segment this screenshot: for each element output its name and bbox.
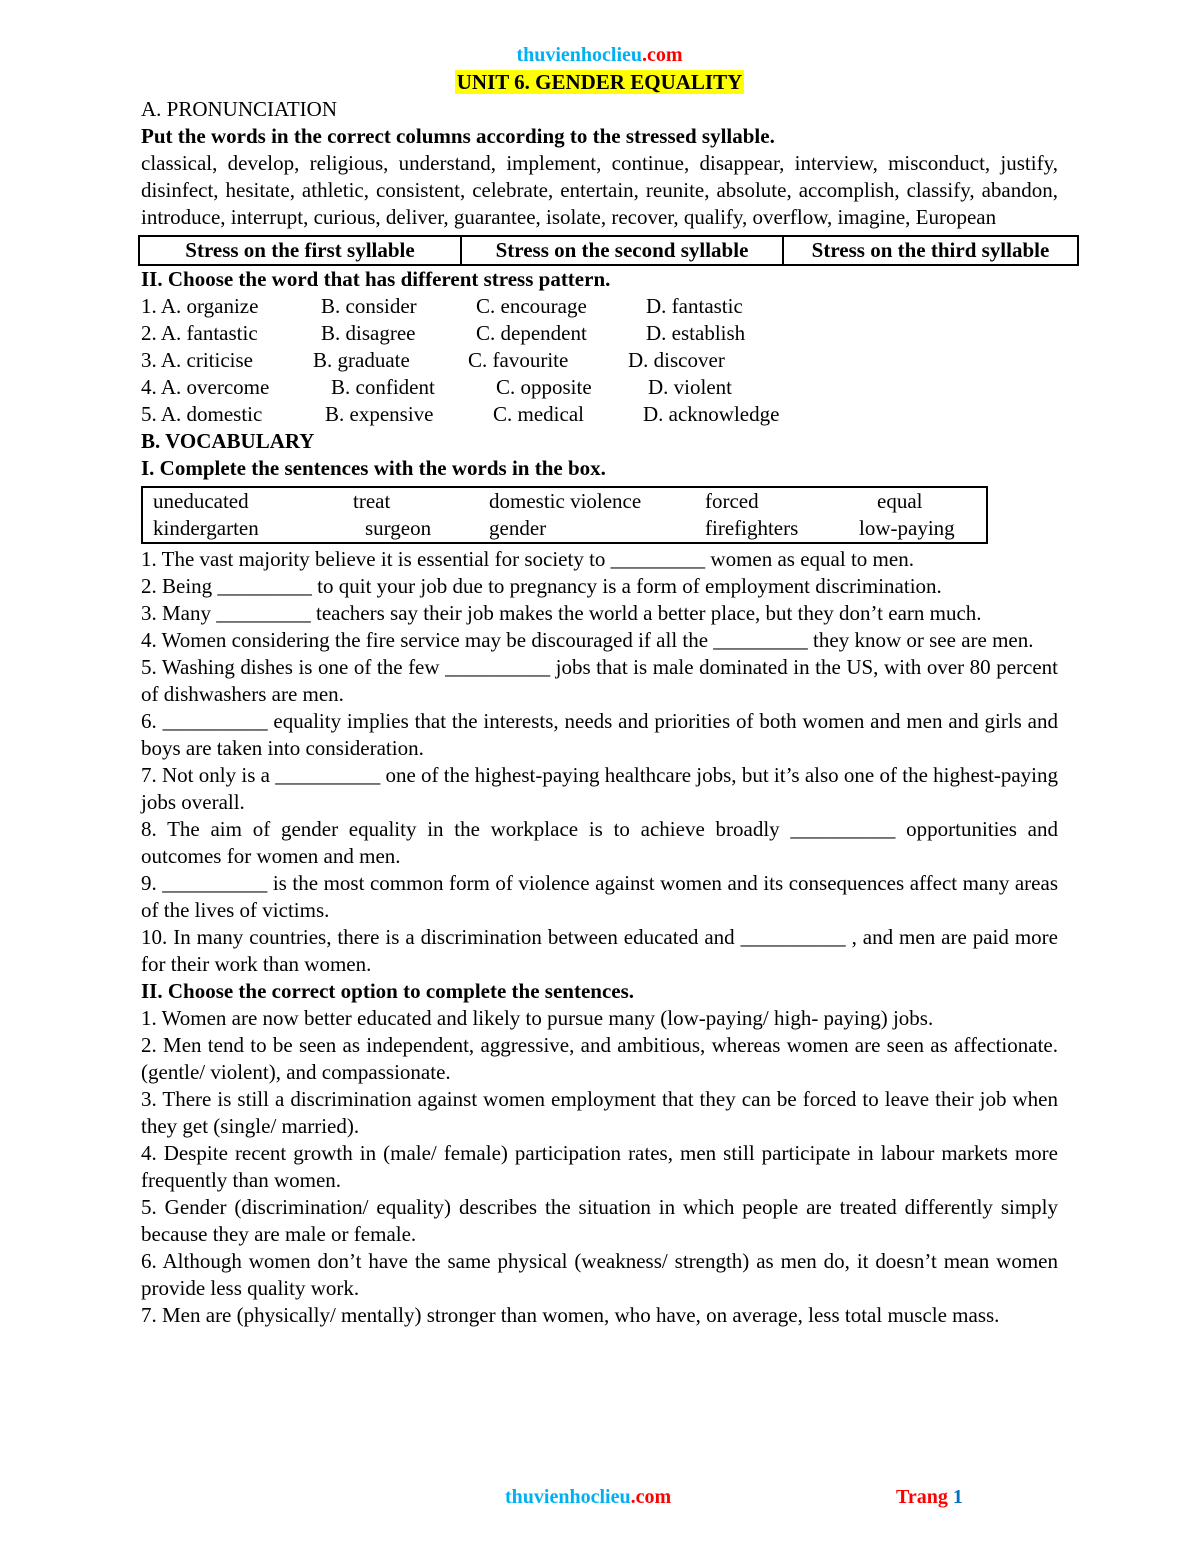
option-sentence: 3. There is still a discrimination against women employment that they can be forced to leave their job when they get (single/ married). [141,1087,1058,1138]
question-row [141,293,1058,320]
option-a: 3. A. criticise [141,348,253,372]
fill-in-sentence: 4. Women considering the fire service may be discouraged if all the _________ they know or see are men. [141,628,1034,652]
option-sentence: 5. Gender (discrimination/ equality) describes the situation in which people are treated differently simply because they are male or female. [141,1195,1058,1246]
option-a: 4. A. overcome [141,375,270,399]
option-a: 2. A. fantastic [141,321,258,345]
fill-in-sentence: 7. Not only is a __________ one of the highest-paying healthcare jobs, but it’s also one of the highest-paying jobs overall. [141,763,1058,814]
document-body [141,40,1058,1329]
vocab-sentences [141,546,1058,978]
option-c: C. favourite [468,348,569,372]
option-sentence: 1. Women are now better educated and likely to pursue many (low-paying/ high- paying) jobs. [141,1006,934,1030]
word-box-item: uneducated [153,489,249,513]
option-sentence: 4. Despite recent growth in (male/ female) participation rates, men still participate in labour markets more frequently than women. [141,1141,1058,1192]
option-d: D. violent [648,375,732,399]
task1-instruction: Put the words in the correct columns according to the stressed syllable. [141,124,775,148]
column-second-syllable: Stress on the second syllable [461,236,783,265]
word-box-item: kindergarten [153,516,259,540]
option-c: C. opposite [496,375,592,399]
vocab-task1-instruction: I. Complete the sentences with the words in the box. [141,456,606,480]
page-number-value: 1 [952,1486,963,1508]
task2-instruction: II. Choose the word that has different stress pattern. [141,267,611,291]
fill-in-sentence: 5. Washing dishes is one of the few __________ jobs that is male dominated in the US, with over 80 percent of dishwashers are men. [141,655,1058,706]
page-label: Trang [896,1486,948,1508]
unit-title-text: UNIT 6. GENDER EQUALITY [456,70,743,94]
option-sentence: 2. Men tend to be seen as independent, aggressive, and ambitious, whereas women are seen as affectionate. (gentle/ violent), and compassionate. [141,1033,1058,1084]
fill-in-sentence: 8. The aim of gender equality in the workplace is to achieve broadly __________ opportunities and outcomes for women and men. [141,817,1058,868]
column-first-syllable: Stress on the first syllable [139,236,461,265]
option-d: D. establish [646,321,746,345]
page-number [896,1486,963,1509]
option-d: D. fantastic [646,294,743,318]
option-c: C. encourage [476,294,587,318]
word-box-item: equal [877,489,923,513]
word-box-item: treat [353,489,391,513]
footer-site-link[interactable] [505,1486,671,1509]
option-sentence: 6. Although women don’t have the same physical (weakness/ strength) as men do, it doesn’t mean women provide less quality work. [141,1249,1058,1300]
option-b: B. disagree [321,321,416,345]
option-sentence: 7. Men are (physically/ mentally) stronger than women, who have, on average, less total muscle mass. [141,1303,1000,1327]
option-b: B. confident [331,375,435,399]
word-box-item: gender [489,516,547,540]
option-sentences [141,1005,1058,1329]
stress-columns-table [138,235,1079,266]
column-third-syllable: Stress on the third syllable [783,236,1078,265]
option-a: 5. A. domestic [141,402,263,426]
stress-questions [141,293,1058,428]
section-a-heading: A. PRONUNCIATION [141,97,338,121]
fill-in-sentence: 6. __________ equality implies that the interests, needs and priorities of both women and men and girls and boys are taken into consideration. [141,709,1058,760]
site-name-part2: .com [642,44,683,66]
unit-title [141,70,1058,94]
option-b: B. graduate [313,348,410,372]
question-row [141,374,1058,401]
fill-in-sentence: 2. Being _________ to quit your job due to pregnancy is a form of employment discrimination. [141,574,942,598]
option-b: B. expensive [325,402,434,426]
question-row [141,347,1058,374]
footer-site-part1: thuvienhoclieu [505,1486,631,1508]
task1-word-list: classical, develop, religious, understand, implement, continue, disappear, interview, misconduct, justify, disinfect, hesitate, athletic, consistent, celebrate, entertain, reunite, absolute, accomplish, classify, abandon, introduce, interrupt, curious, deliver, guarantee, isolate, recover, qualify, overflow, imagine, European [141,151,1058,229]
option-d: D. discover [628,348,725,372]
site-name-part1: thuvienhoclieu [516,44,643,66]
question-row [141,401,1058,428]
word-box [141,486,988,544]
word-box-item: surgeon [365,516,432,540]
fill-in-sentence: 3. Many _________ teachers say their job makes the world a better place, but they don’t earn much. [141,601,982,625]
fill-in-sentence: 10. In many countries, there is a discrimination between educated and __________ , and men are paid more for their work than women. [141,925,1058,976]
word-box-item: low-paying [859,516,955,540]
footer-site-part2: .com [630,1486,672,1508]
word-box-item: domestic violence [489,489,642,513]
word-box-item: firefighters [705,516,799,540]
option-c: C. medical [493,402,584,426]
fill-in-sentence: 9. __________ is the most common form of violence against women and its consequences affect many areas of the lives of victims. [141,871,1058,922]
option-b: B. consider [321,294,417,318]
question-row [141,320,1058,347]
word-box-item: forced [705,489,759,513]
option-a: 1. A. organize [141,294,259,318]
vocab-task2-instruction: II. Choose the correct option to complete the sentences. [141,979,635,1003]
site-header[interactable] [141,40,1058,70]
option-c: C. dependent [476,321,587,345]
fill-in-sentence: 1. The vast majority believe it is essential for society to _________ women as equal to men. [141,547,914,571]
page-footer [0,1486,1200,1516]
section-b-heading: B. VOCABULARY [141,429,315,453]
option-d: D. acknowledge [643,402,780,426]
